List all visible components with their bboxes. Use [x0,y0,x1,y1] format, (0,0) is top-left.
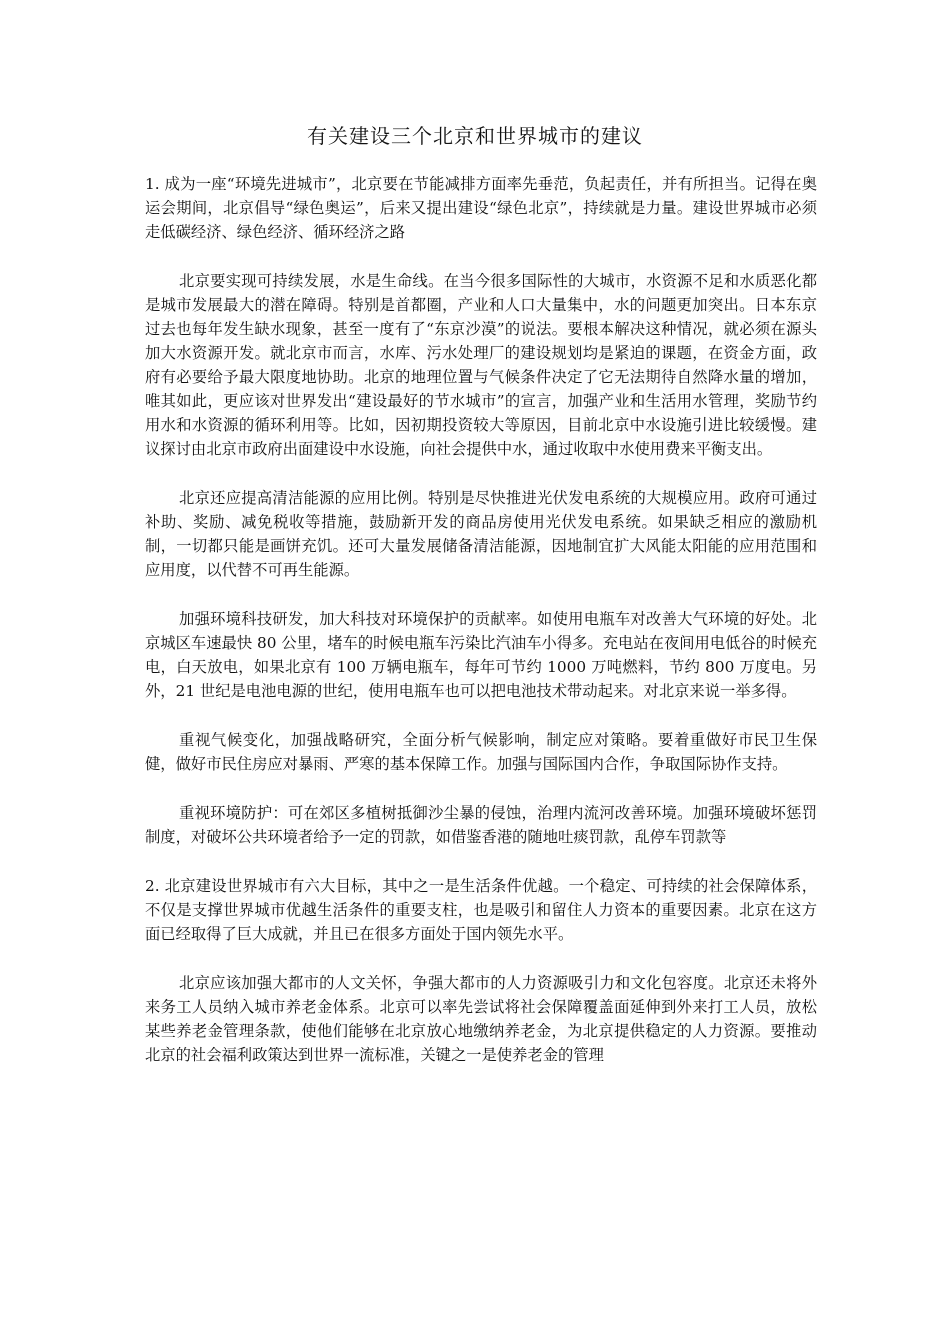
paragraph-2: 北京要实现可持续发展，水是生命线。在当今很多国际性的大城市，水资源不足和水质恶化都是城市发展最大的潜在障碍。特别是首都圈，产业和人口大量集中，水的问题更加突出。日本东京过去也每年发生缺水现象，甚至一度有了“东京沙漠”的说法。要根本解决这种情况，就必须在源头加大水资源开发。就北京市而言，水库、污水处理厂的建设规划均是紧迫的课题，在资金方面，政府有必要给予最大限度地协助。北京的地理位置与气候条件决定了它无法期待自然降水量的增加，唯其如此，更应该对世界发出“建设最好的节水城市”的宣言，加强产业和生活用水管理，奖励节约用水和水资源的循环利用等。比如，因初期投资较大等原因，目前北京中水设施引进比较缓慢。建议探讨由北京市政府出面建设中水设施，向社会提供中水，通过收取中水使用费来平衡支出。 [145,272,817,458]
paragraph-5: 重视气候变化，加强战略研究，全面分析气候影响，制定应对策略。要着重做好市民卫生保健，做好市民住房应对暴雨、严寒的基本保障工作。加强与国际国内合作，争取国际协作支持。 [145,731,817,773]
paragraph-gap [145,849,817,874]
paragraph-8: 北京应该加强大都市的人文关怀，争强大都市的人力资源吸引力和文化包容度。北京还未将外来务工人员纳入城市养老金体系。北京可以率先尝试将社会保障覆盖面延伸到外来打工人员，放松某些养老金管理条款，使他们能够在北京放心地缴纳养老金，为北京提供稳定的人力资源。要推动北京的社会福利政策达到世界一流标准，关键之一是使养老金的管理 [145,974,817,1064]
paragraph-7: 2. 北京建设世界城市有六大目标，其中之一是生活条件优越。一个稳定、可持续的社会保障体系，不仅是支撑世界城市优越生活条件的重要支柱，也是吸引和留住人力资本的重要因素。北京在这方面已经取得了巨大成就，并且已在很多方面处于国内领先水平。 [145,877,817,943]
paragraph-gap [145,461,817,486]
paragraph-4: 加强环境科技研发，加大科技对环境保护的贡献率。如使用电瓶车对改善大气环境的好处。北京城区车速最快 80 公里，堵车的时候电瓶车污染比汽油车小得多。充电站在夜间用电低谷的时候充电，白天放电，如果北京有 100 万辆电瓶车，每年可节约 1000 万吨燃料，节约 800 万度电。另外，21 世纪是电池电源的世纪，使用电瓶车也可以把电池技术带动起来。对北京来说一举多得。 [145,610,817,700]
document-title: 有关建设三个北京和世界城市的建议 [307,124,643,148]
document-body [145,172,817,1067]
paragraph-3: 北京还应提高清洁能源的应用比例。特别是尽快推进光伏发电系统的大规模应用。政府可通过补助、奖励、减免税收等措施，鼓励新开发的商品房使用光伏发电系统。如果缺乏相应的激励机制，一切都只能是画饼充饥。还可大量发展储备清洁能源，因地制宜扩大风能太阳能的应用范围和应用度，以代替不可再生能源。 [145,489,817,579]
paragraph-gap [145,244,817,269]
paragraph-gap [145,582,817,607]
paragraph-6: 重视环境防护：可在郊区多植树抵御沙尘暴的侵蚀，治理内流河改善环境。加强环境破坏惩罚制度，对破坏公共环境者给予一定的罚款，如借鉴香港的随地吐痰罚款，乱停车罚款等 [145,804,817,846]
paragraph-1: 1. 成为一座“环境先进城市”，北京要在节能减排方面率先垂范，负起责任，并有所担当。记得在奥运会期间，北京倡导“绿色奥运”，后来又提出建设“绿色北京”，持续就是力量。建设世界城市必须走低碳经济、绿色经济、循环经济之路 [145,175,817,241]
paragraph-gap [145,946,817,971]
paragraph-gap [145,776,817,801]
paragraph-gap [145,703,817,728]
